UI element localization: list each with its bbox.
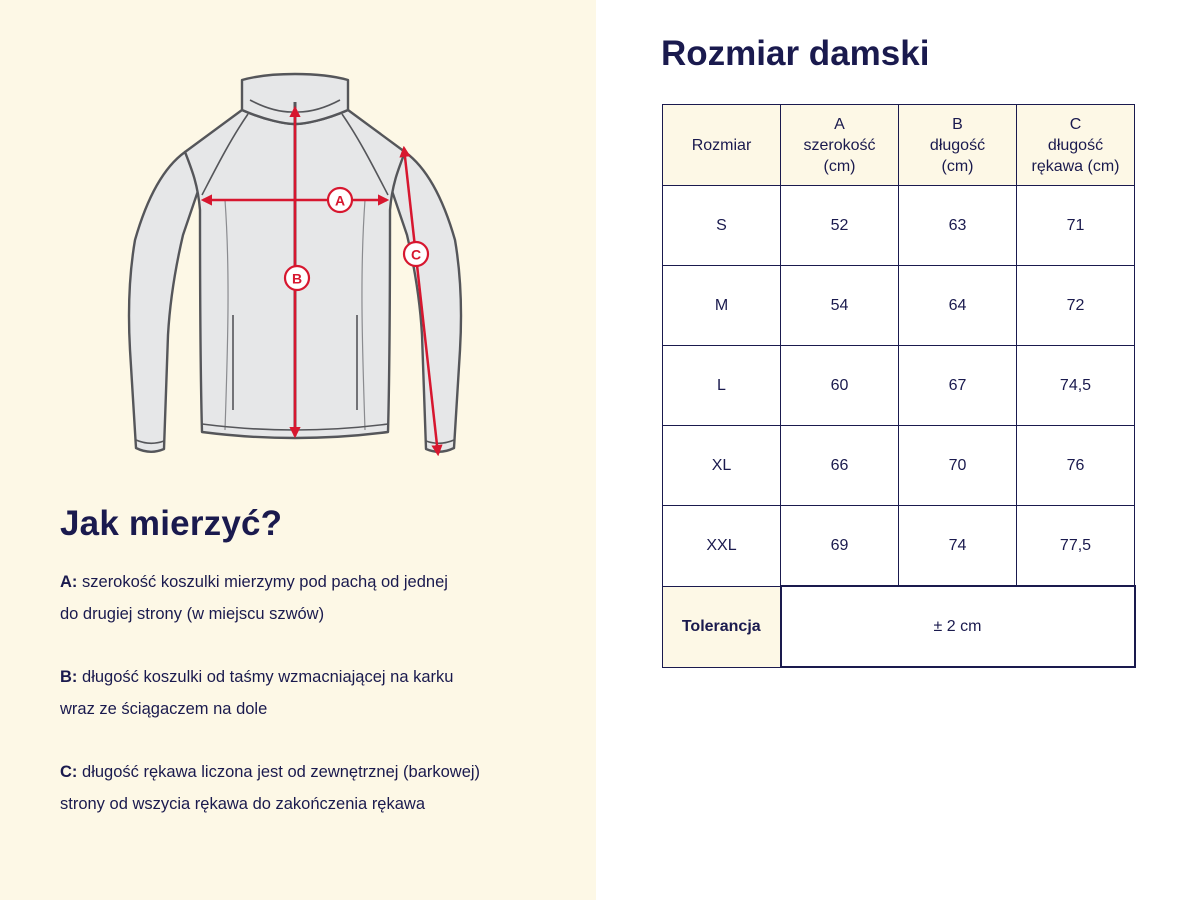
header-length-letter: B: [952, 115, 963, 133]
cell-width: 54: [781, 266, 899, 346]
cell-width: 60: [781, 346, 899, 426]
how-to-measure-panel: [0, 0, 596, 900]
measurement-instructions: [60, 566, 560, 851]
size-chart-title: Rozmiar damski: [661, 34, 930, 73]
instruction-c-line-2: strony od wszycia rękawa do zakończenia rękawa: [60, 795, 426, 813]
cell-size: XXL: [663, 506, 781, 587]
instruction-c: [60, 756, 560, 820]
tolerance-label: Tolerancja: [663, 586, 781, 667]
header-width-unit: (cm): [823, 157, 856, 175]
header-sleeve-letter: C: [1069, 115, 1082, 133]
header-sleeve-unit: rękawa (cm): [1031, 157, 1120, 175]
marker-b-label: B: [291, 270, 303, 287]
instruction-a: [60, 566, 560, 630]
table-header-row: [663, 105, 1135, 186]
table-row: [663, 186, 1135, 266]
jacket-illustration: [120, 70, 470, 465]
header-size-label: Rozmiar: [691, 136, 752, 154]
header-length: [899, 105, 1017, 186]
header-width-letter: A: [834, 115, 845, 133]
cell-length: 70: [899, 426, 1017, 506]
tolerance-value: ± 2 cm: [781, 586, 1135, 667]
cell-length: 67: [899, 346, 1017, 426]
cell-sleeve: 71: [1017, 186, 1135, 266]
jacket-diagram: [120, 70, 470, 465]
header-width: [781, 105, 899, 186]
size-chart-table: [662, 104, 1136, 668]
cell-width: 52: [781, 186, 899, 266]
header-length-label: długość: [929, 136, 986, 154]
marker-a-label: A: [334, 192, 346, 209]
table-row: [663, 506, 1135, 587]
how-to-measure-title: Jak mierzyć?: [60, 504, 283, 543]
cell-width: 66: [781, 426, 899, 506]
instruction-a-line-2: do drugiej strony (w miejscu szwów): [60, 605, 325, 623]
cell-sleeve: 74,5: [1017, 346, 1135, 426]
instruction-b-key: B:: [60, 668, 78, 686]
cell-sleeve: 72: [1017, 266, 1135, 346]
table-row: [663, 426, 1135, 506]
header-sleeve-label: długość: [1047, 136, 1104, 154]
header-length-unit: (cm): [941, 157, 974, 175]
cell-size: M: [663, 266, 781, 346]
header-size: [663, 105, 781, 186]
instruction-b-line-2: wraz ze ściągaczem na dole: [60, 700, 268, 718]
left-sleeve: [129, 152, 200, 452]
instruction-c-key: C:: [60, 763, 78, 781]
cell-size: L: [663, 346, 781, 426]
cell-length: 63: [899, 186, 1017, 266]
header-sleeve: [1017, 105, 1135, 186]
instruction-c-line-1: długość rękawa liczona jest od zewnętrznej (barkowej): [82, 763, 481, 781]
cell-width: 69: [781, 506, 899, 587]
right-sleeve: [390, 152, 461, 452]
instruction-b-line-1: długość koszulki od taśmy wzmacniającej na karku: [82, 668, 454, 686]
header-width-label: szerokość: [803, 136, 876, 154]
tolerance-row: [663, 586, 1135, 667]
cell-length: 64: [899, 266, 1017, 346]
table-row: [663, 346, 1135, 426]
marker-c-label: C: [410, 246, 422, 263]
cell-sleeve: 77,5: [1017, 506, 1135, 587]
cell-size: S: [663, 186, 781, 266]
instruction-b: [60, 661, 560, 725]
cell-sleeve: 76: [1017, 426, 1135, 506]
instruction-a-line-1: szerokość koszulki mierzymy pod pachą od jednej: [82, 573, 448, 591]
cell-size: XL: [663, 426, 781, 506]
instruction-a-key: A:: [60, 573, 78, 591]
table-row: [663, 266, 1135, 346]
cell-length: 74: [899, 506, 1017, 587]
